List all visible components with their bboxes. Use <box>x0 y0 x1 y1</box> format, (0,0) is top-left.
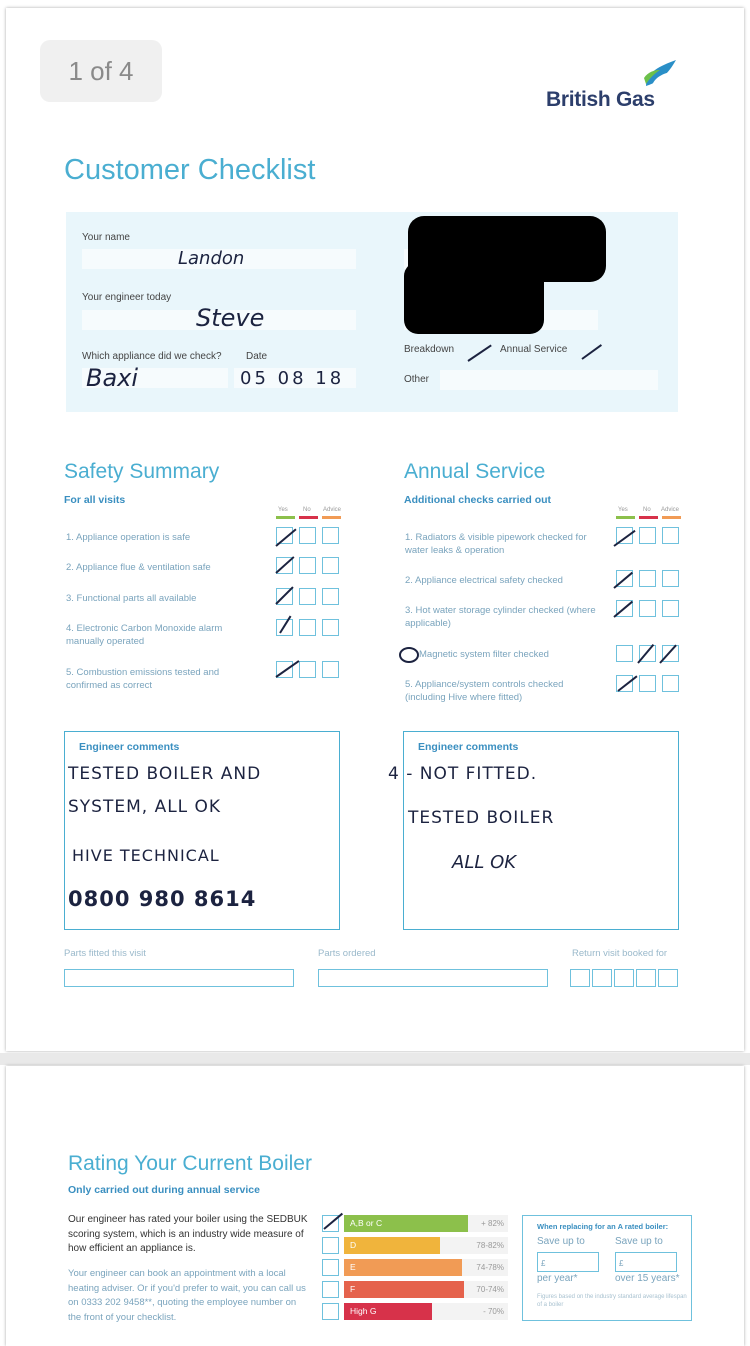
annual-row-3-no-checkbox[interactable] <box>639 600 656 617</box>
safety-legend-no-bar <box>299 516 318 519</box>
rating-band-4-checkbox[interactable] <box>322 1281 339 1298</box>
annual-row-2-advice-checkbox[interactable] <box>662 570 679 587</box>
other-field[interactable] <box>440 370 658 390</box>
your-name-label: Your name <box>82 232 130 243</box>
engineer-handwriting: Steve <box>196 304 265 332</box>
safety-item-4: 4. Electronic Carbon Monoxide alarm manually operated <box>66 623 223 647</box>
parts-ordered-label: Parts ordered <box>318 948 376 959</box>
safety-comment-line-2: SYSTEM, ALL OK <box>68 797 222 817</box>
safety-comments-title: Engineer comments <box>79 741 180 753</box>
annual-comment-line-1: 4 - NOT FITTED. <box>388 764 538 784</box>
rating-band-3-bar: E <box>344 1259 462 1276</box>
rating-band-3-checkbox[interactable] <box>322 1259 339 1276</box>
rating-band-4-bar: F <box>344 1281 464 1298</box>
savings-box <box>522 1215 692 1321</box>
annual-legend-no-bar <box>639 516 658 519</box>
annual-row-3-advice-checkbox[interactable] <box>662 600 679 617</box>
safety-legend-advice: Advice <box>323 507 342 513</box>
save-up-to-2: Save up to <box>615 1236 663 1247</box>
annual-row-1-advice-checkbox[interactable] <box>662 527 679 544</box>
date-label: Date <box>246 351 268 362</box>
appliance-label: Which appliance did we check? <box>82 351 222 362</box>
annual-legend-advice: Advice <box>661 507 680 513</box>
parts-ordered-field[interactable] <box>318 969 548 987</box>
rating-band-1-percent: + 82% <box>481 1219 504 1228</box>
page-counter: 1 of 4 <box>40 40 162 102</box>
safety-summary-title: Safety Summary <box>64 460 220 483</box>
safety-comment-line-3: HIVE TECHNICAL <box>72 846 220 865</box>
breakdown-label: Breakdown <box>404 344 455 355</box>
annual-comments-title: Engineer comments <box>418 741 519 753</box>
return-visit-box-5[interactable] <box>658 969 678 987</box>
safety-row-1-advice-checkbox[interactable] <box>322 527 339 544</box>
safety-item-2: 2. Appliance flue & ventilation safe <box>66 562 211 573</box>
annual-service-label: Annual Service <box>500 344 568 355</box>
return-visit-box-2[interactable] <box>592 969 612 987</box>
annual-row-2-no-checkbox[interactable] <box>639 570 656 587</box>
rating-paragraph-1: Our engineer has rated your boiler using the SEDBUK scoring system, which is an industry wide measure of how efficient an appliance is. <box>68 1214 308 1254</box>
engineer-label: Your engineer today <box>82 292 172 303</box>
safety-row-2-no-checkbox[interactable] <box>299 557 316 574</box>
per-year-label: per year* <box>537 1273 578 1284</box>
annual-legend-no: No <box>643 507 651 513</box>
rating-paragraph-2: Your engineer can book an appointment with a local heating adviser. Or if you'd prefer to wait, you can call us on 0333 202 9458**, quoting the employee number on the front of your checklist. <box>68 1268 306 1323</box>
annual-item-2: 2. Appliance electrical safety checked <box>405 575 563 586</box>
annual-service-subtitle: Additional checks carried out <box>404 494 552 506</box>
annual-item-5: 5. Appliance/system controls checked (including Hive where fitted) <box>405 679 564 703</box>
rating-band-2-percent: 78-82% <box>476 1241 504 1250</box>
safety-row-3-no-checkbox[interactable] <box>299 588 316 605</box>
safety-row-1-no-checkbox[interactable] <box>299 527 316 544</box>
safety-item-1: 1. Appliance operation is safe <box>66 532 191 543</box>
rating-band-4-percent: 70-74% <box>476 1285 504 1294</box>
annual-row-1-no-checkbox[interactable] <box>639 527 656 544</box>
currency-symbol-2: £ <box>619 1259 624 1268</box>
rating-band-5-percent: - 70% <box>483 1307 504 1316</box>
safety-row-3-advice-checkbox[interactable] <box>322 588 339 605</box>
safety-item-5: 5. Combustion emissions tested and confirmed as correct <box>66 667 220 691</box>
over-15-years-label: over 15 years* <box>615 1273 680 1284</box>
return-visit-label: Return visit booked for <box>572 948 668 959</box>
redaction-block-2 <box>404 262 544 334</box>
annual-comment-line-3: ALL OK <box>452 852 517 873</box>
annual-item-3: 3. Hot water storage cylinder checked (where applicable) <box>405 605 596 629</box>
safety-legend-yes: Yes <box>278 507 288 513</box>
checklist-title: Customer Checklist <box>64 154 316 186</box>
other-label: Other <box>404 374 430 385</box>
return-visit-box-1[interactable] <box>570 969 590 987</box>
annual-row-5-no-checkbox[interactable] <box>639 675 656 692</box>
british-gas-flame-icon <box>640 58 680 88</box>
rating-subtitle: Only carried out during annual service <box>68 1184 260 1196</box>
rating-band-5-checkbox[interactable] <box>322 1303 339 1320</box>
annual-legend-yes: Yes <box>618 507 628 513</box>
savings-footnote: Figures based on the industry standard average lifespan of a boiler <box>537 1294 687 1308</box>
date-handwriting: 05 08 18 <box>240 368 345 389</box>
parts-fitted-label: Parts fitted this visit <box>64 948 146 959</box>
save-15-years-field[interactable] <box>615 1252 677 1272</box>
safety-summary-subtitle: For all visits <box>64 494 126 506</box>
annual-legend-yes-bar <box>616 516 635 519</box>
safety-row-5-no-checkbox[interactable] <box>299 661 316 678</box>
safety-row-4-advice-checkbox[interactable] <box>322 619 339 636</box>
return-visit-box-3[interactable] <box>614 969 634 987</box>
annual-row-4-yes-checkbox[interactable] <box>616 645 633 662</box>
safety-row-5-advice-checkbox[interactable] <box>322 661 339 678</box>
return-visit-box-4[interactable] <box>636 969 656 987</box>
safety-legend-advice-bar <box>322 516 341 519</box>
brand-name: British Gas <box>546 88 655 111</box>
save-per-year-field[interactable] <box>537 1252 599 1272</box>
annual-service-title: Annual Service <box>404 460 546 483</box>
safety-legend-no: No <box>303 507 311 513</box>
annual-item-1: 1. Radiators & visible pipework checked for water leaks & operation <box>405 532 587 556</box>
savings-title: When replacing for an A rated boiler: <box>537 1222 669 1231</box>
parts-fitted-field[interactable] <box>64 969 294 987</box>
rating-band-2-checkbox[interactable] <box>322 1237 339 1254</box>
annual-comment-line-2: TESTED BOILER <box>408 808 555 828</box>
annual-item-4: Magnetic system filter checked <box>419 649 549 660</box>
rating-title: Rating Your Current Boiler <box>68 1152 312 1175</box>
page-gap <box>0 1053 750 1065</box>
annual-row-5-advice-checkbox[interactable] <box>662 675 679 692</box>
safety-item-3: 3. Functional parts all available <box>66 593 197 604</box>
your-name-handwriting: Landon <box>178 248 245 269</box>
rating-band-3-percent: 74-78% <box>476 1263 504 1272</box>
rating-band-5-bar: High G <box>344 1303 432 1320</box>
rating-band-1-bar: A,B or C <box>344 1215 468 1232</box>
safety-legend-yes-bar <box>276 516 295 519</box>
rating-band-2-bar: D <box>344 1237 440 1254</box>
currency-symbol-1: £ <box>541 1259 546 1268</box>
annual-comments-box[interactable] <box>403 731 679 930</box>
save-up-to-1: Save up to <box>537 1236 585 1247</box>
safety-row-4-no-checkbox[interactable] <box>299 619 316 636</box>
appliance-handwriting: Baxi <box>86 364 139 392</box>
safety-row-2-advice-checkbox[interactable] <box>322 557 339 574</box>
safety-comment-line-1: TESTED BOILER AND <box>68 764 262 784</box>
annual-legend-advice-bar <box>662 516 681 519</box>
safety-comment-line-4: 0800 980 8614 <box>68 887 257 911</box>
